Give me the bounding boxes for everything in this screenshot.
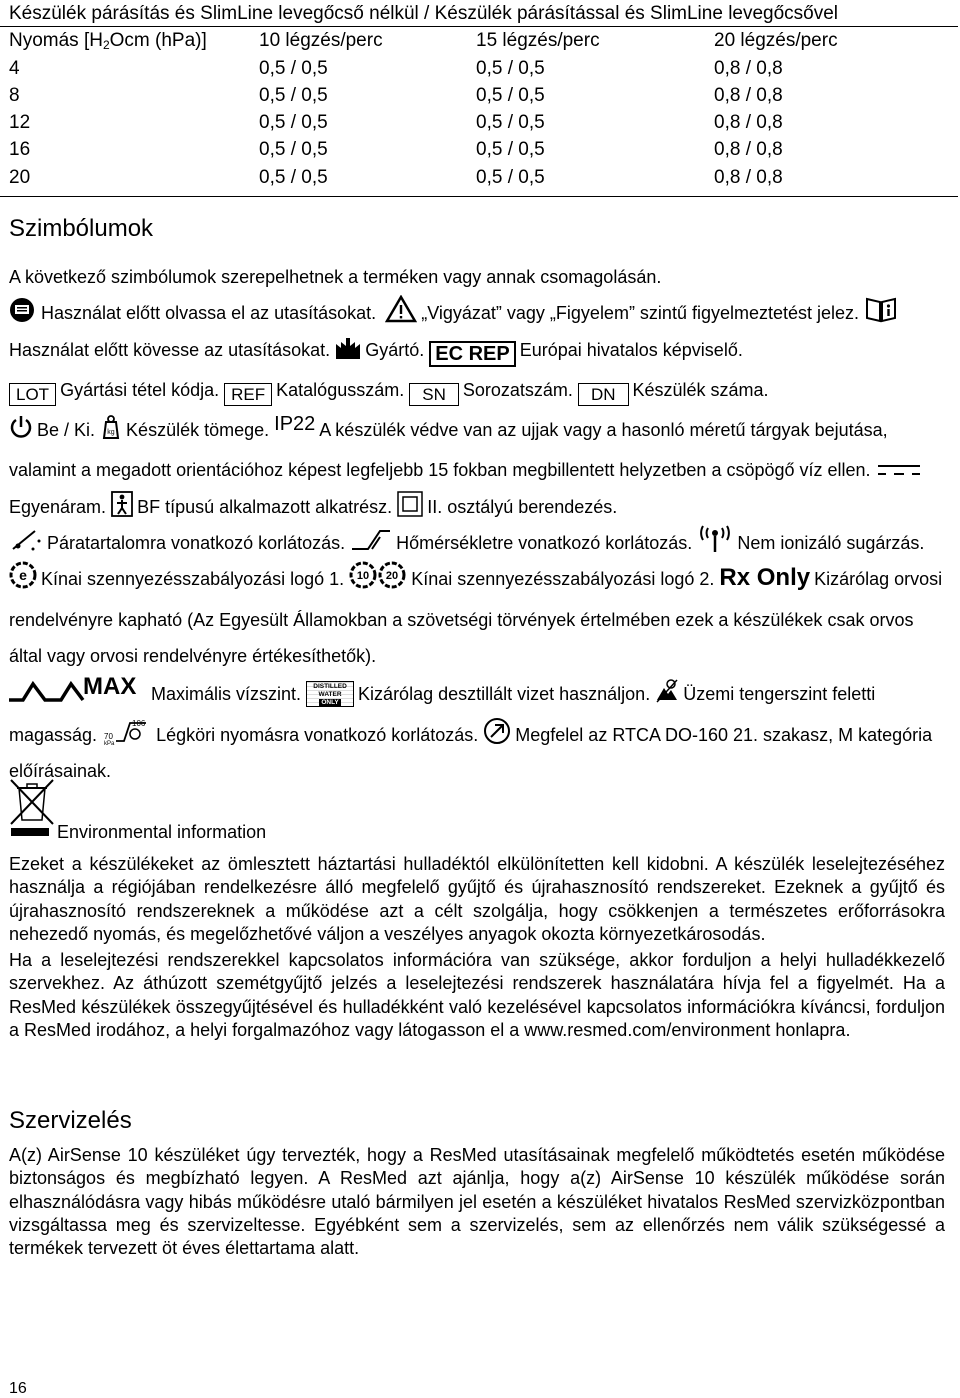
temperature-icon (350, 525, 392, 553)
table-cell: 0,5 / 0,5 (259, 112, 328, 134)
table-cell: 20 (9, 166, 31, 188)
dn-text: Készülék száma. (632, 379, 769, 400)
rtca-icon (483, 717, 511, 745)
manufacturer-text: Gyártó. (365, 339, 425, 360)
table-header-row (9, 27, 959, 54)
table-cell: 16 (9, 139, 31, 161)
lot-icon (9, 376, 56, 412)
table-cell: 4 (9, 57, 20, 79)
environment-paragraph-1: Ezeket a készülékeket az ömlesztett háztartási hulladéktól elkülönítetten kell kidobni. A készülék leselejtezéséhez használja a régiójában rendelkezésre álló megfelelő gyűjtő és újrahasznosító rendszereket. Ezeknek a gyűjtő és újrahasznosító rendszereknek a működése azt a célt szolgálja, hogy csökkenjen a természetes erőforrásokra nehezedő nyomás, és megelőzhetővé váljon a veszélyes anyagok okozta környezetkárosodás. (9, 854, 945, 944)
power-icon (9, 414, 33, 440)
distilled-line-1: DISTILLED (313, 683, 347, 691)
lot-text: Gyártási tétel kódja. (60, 379, 220, 400)
bf-text: BF típusú alkalmazott alkatrész. (137, 496, 393, 517)
pressure-limit-text: Légköri nyomásra vonatkozó korlátozás. (156, 724, 479, 745)
service-text (9, 1144, 945, 1260)
on-off-text: Be / Ki. (37, 420, 96, 441)
dc-icon (876, 460, 922, 480)
ec-rep-icon (429, 336, 515, 372)
bf-icon (111, 491, 133, 517)
table-cell: 0,8 / 0,8 (714, 139, 783, 161)
distilled-line-2: WATER (318, 691, 342, 699)
table-row (9, 109, 959, 136)
distilled-water-text: Kizárólag desztillált vizet használjon. (358, 684, 651, 705)
china-logo-2-text: Kínai szennyezésszabályozási logó 2. (411, 569, 715, 590)
pressure-limit-icon (102, 717, 152, 745)
header-15: 15 légzés/perc (476, 30, 600, 51)
environment-text (9, 853, 945, 1042)
caution-icon (385, 295, 417, 323)
sn-label: SN (409, 383, 459, 406)
follow-instructions-icon (864, 295, 898, 323)
max-level-text: Maximális vízszint. (151, 684, 302, 705)
follow-instructions-text: Használat előtt kövesse az utasításokat. (9, 339, 331, 360)
ip22-icon (274, 415, 315, 452)
header-pressure: Nyomás [$H_2Ocm$ (hPa)] (9, 30, 207, 52)
service-paragraph-1: A(z) AirSense 10 készüléket úgy tervezték, hogy a ResMed utasításainak megfelelő működtetés esetén működése biztonságos és megbízható legyen. A ResMed azt ajánlja, hogy a(z) AirSense 10 készülék működése során elhasználódásra vagy hibás működésre utaló bármilyen jel esetén a készüléket hivatalos ResMed szervizközpontban vizsgáltassa meg és szervizeltesse. Egyébként sem a szervizelés, sem az ellenőrzés nem válik szükségessé a termékek tervezett öt éves élettartama alatt. (9, 1145, 945, 1259)
dn-icon (578, 376, 629, 412)
table-row (9, 82, 959, 109)
table-cell: 0,5 / 0,5 (476, 166, 545, 188)
table-cell: 0,5 / 0,5 (259, 57, 328, 79)
china-logo-2-icon (349, 561, 407, 589)
table-cell: 0,5 / 0,5 (476, 57, 545, 79)
non-ionizing-icon (697, 525, 733, 553)
max-level-icon (9, 674, 147, 704)
svg-text:kg: kg (107, 429, 115, 437)
sn-icon (409, 376, 459, 412)
class2-text: II. osztályú berendezés. (427, 496, 618, 517)
distilled-water-icon (306, 680, 354, 716)
non-ionizing-text: Nem ionizáló sugárzás. (737, 533, 925, 554)
pressure-lo: 70 (104, 731, 113, 741)
header-10: 10 légzés/perc (259, 30, 383, 51)
table-cell: 0,5 / 0,5 (476, 84, 545, 106)
china-logo-1-glyph: e (19, 567, 27, 584)
china-logo-1-text: Kínai szennyezésszabályozási logó 1. (41, 569, 345, 590)
ip22-text: A készülék védve van az ujjak vagy a hasonló méretű tárgyak bejutása, valamint a megadott orientációhoz képest legfeljebb 15 fokban megbillentett helyzetben a csöpögő víz ellen. (9, 420, 888, 481)
table-cell: 0,8 / 0,8 (714, 84, 783, 106)
table-cell: 0,5 / 0,5 (476, 112, 545, 134)
ref-text: Katalógusszám. (276, 379, 405, 400)
service-heading: Szervizelés (9, 1107, 132, 1134)
dc-text: Egyenáram. (9, 496, 107, 517)
page-number: 16 (9, 1380, 27, 1397)
pressure-unit: kPa (104, 740, 115, 745)
read-instructions-text: Használat előtt olvassa el az utasításokat. (41, 303, 377, 324)
humidity-text: Páratartalomra vonatkozó korlátozás. (47, 533, 346, 554)
weight-icon (100, 414, 122, 440)
symbols-intro: A következő szimbólumok szerepelhetnek a terméken vagy annak csomagolásán. (9, 267, 662, 287)
humidity-icon (9, 527, 43, 553)
table-row (9, 136, 959, 163)
rx-only-icon (719, 565, 810, 601)
header-20: 20 légzés/perc (714, 30, 838, 51)
max-level-label: MAX (83, 674, 137, 701)
symbols-text (9, 259, 949, 789)
altitude-text: Üzemi tengerszint feletti magasság. (9, 684, 876, 745)
rtca-text: Megfelel az RTCA DO-160 21. szakasz, M kategória előírásainak. (9, 724, 933, 781)
sn-text: Sorozatszám. (462, 379, 573, 400)
symbols-heading: Szimbólumok (9, 215, 154, 242)
distilled-line-3: ONLY (321, 699, 339, 707)
ip22-label: IP22 (274, 413, 316, 436)
environment-title: Environmental information (57, 822, 267, 842)
table-cell: 0,5 / 0,5 (259, 139, 328, 161)
table-row (9, 55, 959, 82)
eu-rep-text: Európai hivatalos képviselő. (519, 339, 743, 360)
table-cell: 0,8 / 0,8 (714, 57, 783, 79)
read-instructions-icon (9, 297, 37, 323)
caution-text: „Vigyázat” vagy „Figyelem” szintű figyelmeztetést jelez. (421, 303, 860, 324)
class2-icon (397, 491, 423, 517)
ec-rep-label: EC REP (429, 341, 515, 367)
table-cell: 0,5 / 0,5 (476, 139, 545, 161)
table-cell: 0,8 / 0,8 (714, 112, 783, 134)
manufacturer-icon (335, 334, 361, 360)
china-logo-1-icon (9, 561, 37, 589)
temperature-text: Hőmérsékletre vonatkozó korlátozás. (396, 533, 693, 554)
table-cell: 0,8 / 0,8 (714, 166, 783, 188)
weee-icon (9, 778, 55, 843)
altitude-icon (655, 678, 679, 704)
environment-paragraph-2: Ha a leselejtezési rendszerekkel kapcsolatos információra van szüksége, akkor forduljon a helyi hulladékkezelő szervekhez. Az áthúzott szemétgyűjtő jelzés a leselejtezési rendszerek használatára hívja fel a figyelmét. Ha a ResMed készülékek összegyűjtésével és hulladékként való kezelésével kapcsolatos információkra kíváncsi, forduljon a ResMed irodához, a helyi forgalmazóhoz vagy látogasson el a www.resmed.com/environment honlapra. (9, 950, 945, 1041)
table-title: Készülék párásítás és SlimLine levegőcső nélkül / Készülék párásítással és SlimLine levegőcsővel (9, 3, 839, 24)
table-cell: 8 (9, 84, 20, 106)
ref-icon (224, 376, 272, 412)
ref-label: REF (224, 383, 272, 406)
pressure-hi: 106 (132, 718, 146, 728)
china-logo-2-a: 10 (357, 570, 370, 583)
weight-text: Készülék tömege. (126, 420, 270, 441)
table-cell: 0,5 / 0,5 (259, 166, 328, 188)
table-row (9, 164, 959, 191)
table-cell: 0,5 / 0,5 (259, 84, 328, 106)
table-body (9, 55, 959, 191)
lot-label: LOT (9, 383, 56, 406)
rx-only-label: Rx Only (719, 564, 811, 592)
table-bottom-rule (0, 196, 958, 197)
rx-only-text: Kizárólag orvosi rendelvényre kapható (Az Egyesült Államokban a szövetségi törvények értelmében ezek a készülékek csak orvos által vagy orvosi rendelvényre értékesíthetők). (9, 569, 943, 666)
table-cell: 12 (9, 112, 31, 134)
dn-label: DN (578, 383, 629, 406)
china-logo-2-b: 20 (386, 570, 399, 583)
